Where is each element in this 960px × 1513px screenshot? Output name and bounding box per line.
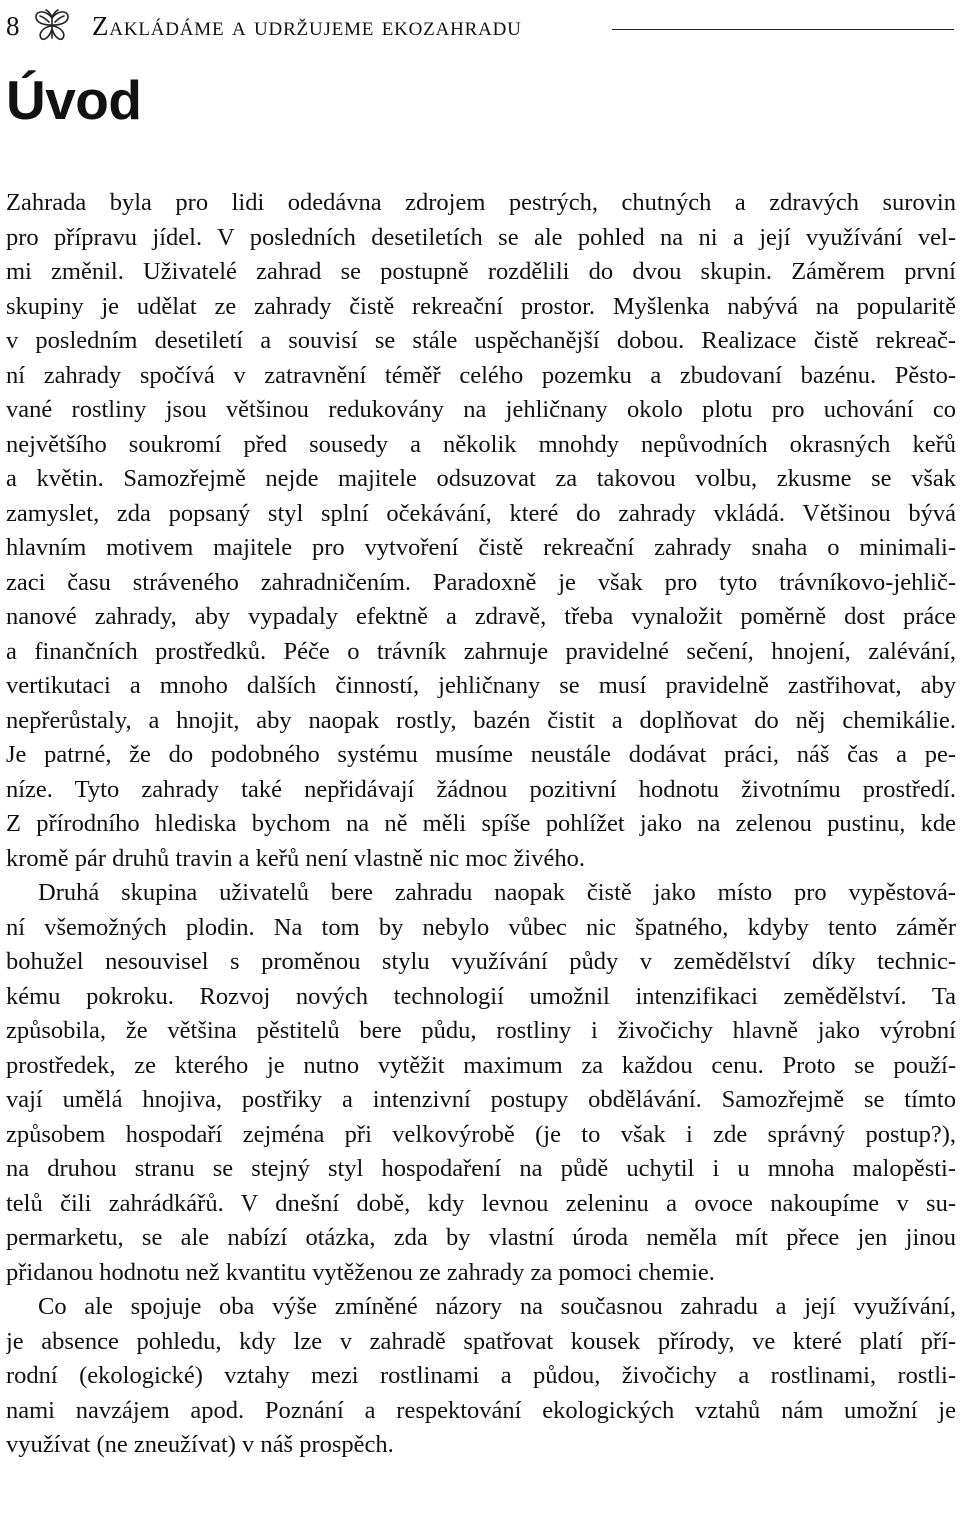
text-line: Druhá skupina uživatelů bere zahradu naopak čistě jako místo pro vypěstová- bbox=[38, 879, 956, 906]
text-line: na druhou stranu se stejný styl hospodaření na půdě uchytil i u mnoha malopěsti- bbox=[6, 1155, 956, 1182]
paragraph bbox=[6, 1290, 956, 1463]
text-line: je absence pohledu, kdy lze v zahradě spatřovat kousek přírody, ve které platí pří- bbox=[6, 1327, 956, 1355]
running-header bbox=[0, 0, 960, 52]
text-line: rodní (ekologické) vztahy mezi rostlinami a půdou, živočichy a rostlinami, rostli- bbox=[6, 1362, 956, 1389]
text-line: prostředek, ze kterého je nutno vytěžit maximum za každou cenu. Proto se použí- bbox=[6, 1051, 956, 1079]
paragraph bbox=[6, 186, 956, 876]
text-line: způsobila, že většina pěstitelů bere půdu, rostliny i živočichy hlavně jako výrobní bbox=[6, 1017, 956, 1044]
text-line: pro přípravu jídel. V posledních desetiletích se ale pohled na ni a její využívání vel- bbox=[6, 223, 956, 251]
chapter-title: Úvod bbox=[6, 69, 142, 131]
header-rule bbox=[612, 29, 954, 30]
butterfly-icon bbox=[32, 8, 72, 44]
text-line: vané rostliny jsou většinou redukovány na jehličnany okolo plotu pro uchování co bbox=[6, 396, 956, 423]
text-line: způsobem hospodaří zejména při velkovýrobě (je to však i zde správný postup?), bbox=[6, 1120, 956, 1148]
text-line: nepřerůstaly, a hnojit, aby naopak rostly, bazén čistit a doplňovat do něj chemikálie. bbox=[6, 706, 956, 734]
text-line: největšího soukromí před sousedy a několik mnohdy nepůvodních okrasných keřů bbox=[6, 430, 956, 458]
text-line: kromě pár druhů travin a keřů není vlastně nic moc živého. bbox=[6, 844, 585, 872]
text-line: hlavním motivem majitele pro vytvoření čistě rekreační zahrady snaha o minimali- bbox=[6, 534, 956, 561]
text-line: Je patrné, že do podobného systému musíme neustále dodávat práci, náš čas a pe- bbox=[6, 741, 956, 768]
text-line: zaci času stráveného zahradničením. Paradoxně je však pro tyto trávníkovo-jehlič- bbox=[6, 568, 956, 596]
text-line: přidanou hodnotu než kvantitu vytěženou ze zahrady za pomoci chemie. bbox=[6, 1258, 715, 1286]
text-line: telů čili zahrádkářů. V dnešní době, kdy levnou zeleninu a ovoce nakoupíme v su- bbox=[6, 1189, 956, 1217]
text-line: a finančních prostředků. Péče o trávník zahrnuje pravidelné sečení, hnojení, zalévání, bbox=[6, 637, 956, 665]
text-line: zamyslet, zda popsaný styl splní očekávání, které do zahrady vkládá. Většinou bývá bbox=[6, 499, 956, 527]
text-line: níze. Tyto zahrady také nepřidávají žádnou pozitivní hodnotu životnímu prostředí. bbox=[6, 775, 956, 803]
text-line: Co ale spojuje oba výše zmíněné názory na současnou zahradu a její využívání, bbox=[38, 1293, 956, 1320]
text-line: bohužel nesouvisel s proměnou stylu využívání půdy v zemědělství díky technic- bbox=[6, 948, 956, 975]
text-line: ní zahrady spočívá v zatravnění téměř celého pozemku a zbudovaní bazénu. Pěsto- bbox=[6, 361, 956, 389]
text-line: Z přírodního hlediska bychom na ně měli spíše pohlížet jako na zelenou pustinu, kde bbox=[6, 810, 956, 837]
text-line: nami navzájem apod. Poznání a respektování ekologických vztahů nám umožní je bbox=[6, 1396, 956, 1424]
running-header-title: Zakládáme a udržujeme ekozahradu bbox=[92, 11, 522, 41]
text-line: využívat (ne zneužívat) v náš prospěch. bbox=[6, 1431, 394, 1458]
text-line: v posledním desetiletí a souvisí se stále uspěchanější dobou. Realizace čistě rekreač- bbox=[6, 327, 956, 354]
text-line: permarketu, se ale nabízí otázka, zda by vlastní úroda neměla mít přece jen jinou bbox=[6, 1224, 956, 1251]
text-line: mi změnil. Uživatelé zahrad se postupně rozdělili do dvou skupin. Záměrem první bbox=[6, 258, 956, 285]
text-line: vertikutaci a mnoho dalších činností, jehličnany se musí pravidelně zastřihovat, aby bbox=[6, 672, 956, 699]
text-line: nanové zahrady, aby vypadaly efektně a zdravě, třeba vynaložit poměrně dost práce bbox=[6, 603, 956, 630]
body-text bbox=[6, 186, 956, 1463]
text-line: a květin. Samozřejmě nejde majitele odsuzovat za takovou volbu, zkusme se však bbox=[6, 465, 956, 492]
text-line: kému pokroku. Rozvoj nových technologií umožnil intenzifikaci zemědělství. Ta bbox=[6, 982, 956, 1010]
text-line: Zahrada byla pro lidi odedávna zdrojem pestrých, chutných a zdravých surovin bbox=[6, 189, 956, 216]
text-line: ní všemožných plodin. Na tom by nebylo vůbec nic špatného, kdyby tento záměr bbox=[6, 913, 956, 941]
page-number: 8 bbox=[6, 11, 20, 41]
paragraph bbox=[6, 876, 956, 1290]
text-line: skupiny je udělat ze zahrady čistě rekreační prostor. Myšlenka nabývá na popularitě bbox=[6, 292, 956, 320]
text-line: vají umělá hnojiva, postřiky a intenzivní postupy obdělávání. Samozřejmě se tímto bbox=[6, 1086, 956, 1113]
